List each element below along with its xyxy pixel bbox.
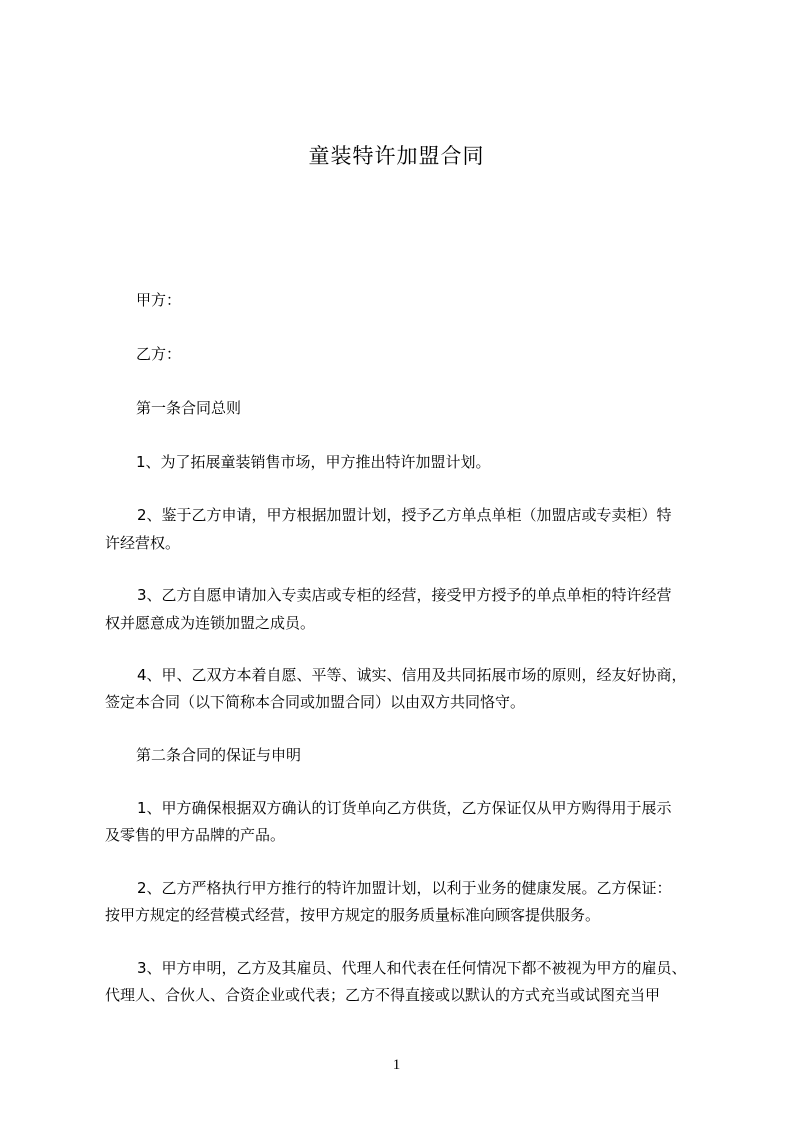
- section-1-item-4-line-1: 4、甲、乙双方本着自愿、平等、诚实、信用及共同拓展市场的原则，经友好协商，: [137, 666, 687, 684]
- section-2-item-3-line-1: 3、甲方申明，乙方及其雇员、代理人和代表在任何情况下都不被视为甲方的雇员、: [137, 959, 687, 977]
- section-2-heading: 第二条合同的保证与申明: [136, 746, 302, 764]
- section-1-item-2-line-2: 许经营权。: [105, 534, 181, 552]
- section-2-item-3-line-2: 代理人、合伙人、合资企业或代表；乙方不得直接或以默认的方式充当或试图充当甲: [105, 986, 661, 1004]
- section-1-heading: 第一条合同总则: [136, 399, 242, 417]
- section-1-item-3-line-2: 权并愿意成为连锁加盟之成员。: [105, 614, 316, 632]
- document-title: 童装特许加盟合同: [308, 144, 485, 168]
- section-2-item-2-line-2: 按甲方规定的经营模式经营，按甲方规定的服务质量标准向顾客提供服务。: [105, 906, 601, 924]
- party-b-label: 乙方：: [136, 345, 182, 363]
- section-1-item-3-line-1: 3、乙方自愿申请加入专卖店或专柜的经营，接受甲方授予的单点单柜的特许经营: [137, 586, 672, 604]
- section-1-item-2-line-1: 2、鉴于乙方申请，甲方根据加盟计划，授予乙方单点单柜（加盟店或专卖柜）特: [137, 506, 672, 524]
- section-2-item-1-line-1: 1、甲方确保根据双方确认的订货单向乙方供货，乙方保证仅从甲方购得用于展示: [137, 799, 672, 817]
- party-a-label: 甲方：: [136, 291, 182, 309]
- section-2-item-1-line-2: 及零售的甲方品牌的产品。: [105, 826, 286, 844]
- section-1-item-4-line-2: 签定本合同（以下简称本合同或加盟合同）以由双方共同恪守。: [105, 693, 526, 711]
- section-1-item-1-line-1: 1、为了拓展童装销售市场，甲方推出特许加盟计划。: [136, 453, 491, 471]
- section-2-item-2-line-1: 2、乙方严格执行甲方推行的特许加盟计划，以利于业务的健康发展。乙方保证：: [137, 879, 672, 897]
- page-number: 1: [392, 1057, 401, 1073]
